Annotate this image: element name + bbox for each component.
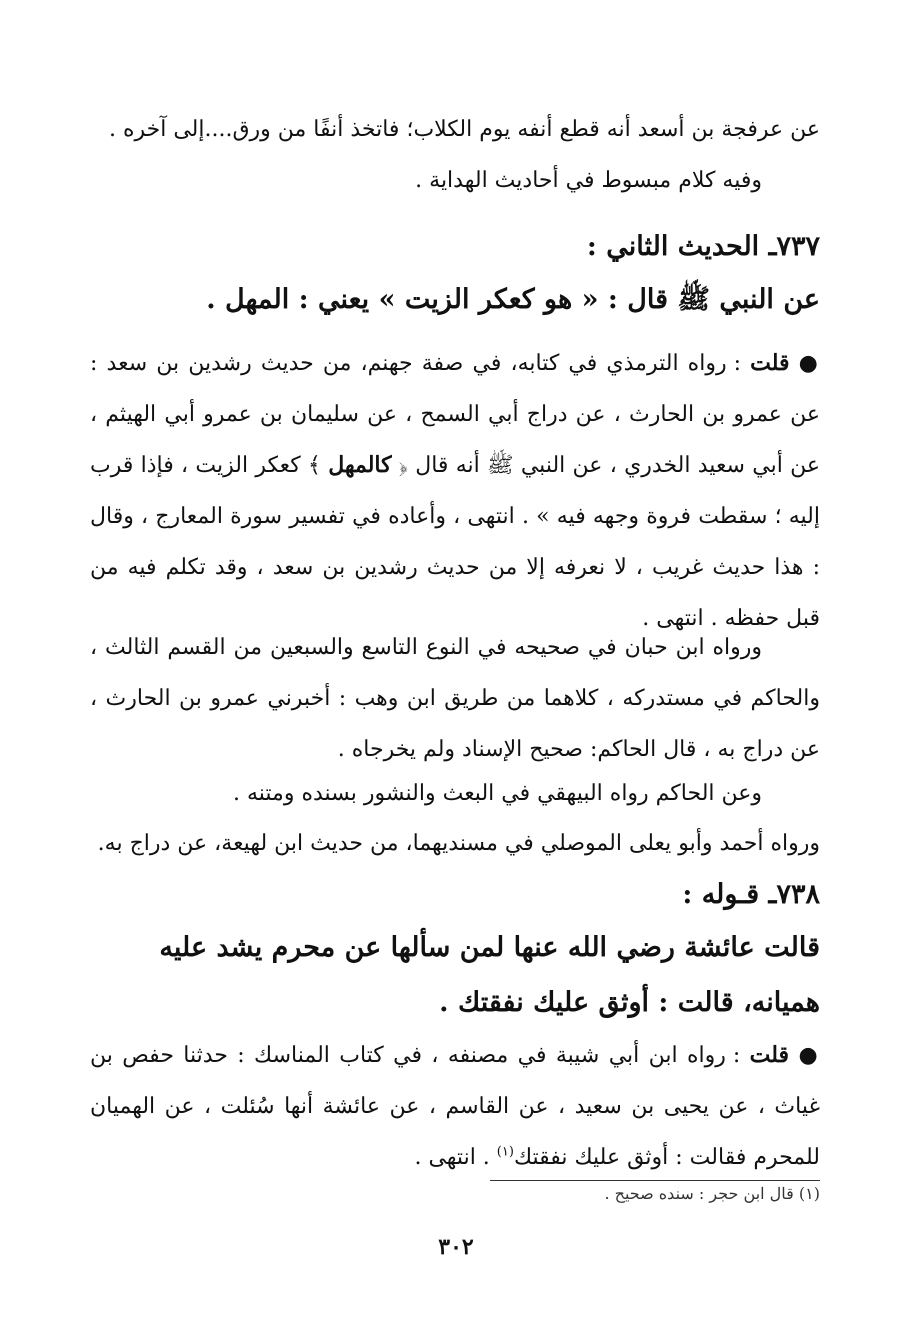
top-line-1: عن عرفجة بن أسعد أنه قطع أنفه يوم الكلاب؛ فاتخذ أنفًا من ورق....إلى آخره .: [108, 117, 820, 142]
qult-label: قلت: [749, 1042, 790, 1068]
page-number: ٣٠٢: [438, 1234, 474, 1260]
top-paragraph: [90, 104, 820, 206]
bullet-icon: ●: [798, 1042, 821, 1068]
footnote: (١) قال ابن حجر : سنده صحيح .: [604, 1184, 820, 1203]
hadith-737-matn: عن النبي ﷺ قال : « هو كعكر الزيت » يعني : المهل .: [206, 284, 820, 315]
top-line-2: وفيه كلام مبسوط في أحاديث الهداية .: [415, 168, 762, 193]
footnote-divider: [490, 1180, 820, 1181]
hadith-737-commentary: [90, 338, 820, 644]
bullet-icon: ●: [798, 350, 821, 376]
commentary-text: : رواه ابن أبي شيبة في مصنفه ، في كتاب المناسك : حدثنا حفص بن غياث ، عن يحيى بن سعيد ، عن القاسم ، عن عائشة أنها سُئلت ، عن الهميان للمحرم فقالت : أوثق عليك نفقتك: [90, 1043, 820, 1170]
commentary-text-2: ﴾ كعكر الزيت ، فإذا قرب إليه ؛ سقطت فروة وجهه فيه » . انتهى ، وأعاده في تفسير سورة المعارج ، وقال : هذا حديث غريب ، لا نعرفه إلا من حديث رشدين بن سعد ، وقد تكلم فيه من قبل حفظه . انتهى .: [90, 453, 820, 631]
hadith-738-commentary: [90, 1030, 820, 1183]
hadith-738-heading: ٧٣٨ـ قـوله :: [682, 879, 820, 910]
hadith-738-matn: قالت عائشة رضي الله عنها لمن سألها عن محرم يشد عليه هميانه، قالت : أوثق عليك نفقتك .: [159, 932, 820, 1018]
qult-label: قلت: [750, 350, 790, 376]
commentary-end: . انتهى .: [414, 1145, 497, 1170]
hadith-737-heading: ٧٣٧ـ الحديث الثاني :: [586, 231, 820, 262]
bayhaqi-paragraph: وعن الحاكم رواه البيهقي في البعث والنشور بسنده ومتنه .: [232, 781, 762, 806]
footnote-marker: (١): [496, 1144, 514, 1160]
quran-word: كالمهل: [328, 452, 392, 478]
ahmad-paragraph: ورواه أحمد وأبو يعلى الموصلي في مسنديهما، من حديث ابن لهيعة، عن دراج به.: [97, 831, 820, 856]
commentary-text: : رواه الترمذي في كتابه، في صفة جهنم، من حديث رشدين بن سعد : عن عمرو بن الحارث ، عن دراج أبي السمح ، عن سليمان بن عمرو أبي الهيثم ، عن أبي سعيد الخدري ، عن النبي ﷺ أنه قال ﴿: [90, 351, 820, 478]
ibn-hibban-paragraph: ورواه ابن حبان في صحيحه في النوع التاسع والسبعين من القسم الثالث ، والحاكم في مستدركه ، كلاهما من طريق ابن وهب : أخبرني عمرو بن الحارث ، عن دراج به ، قال الحاكم: صحيح الإسناد ولم يخرجاه .: [90, 635, 820, 762]
